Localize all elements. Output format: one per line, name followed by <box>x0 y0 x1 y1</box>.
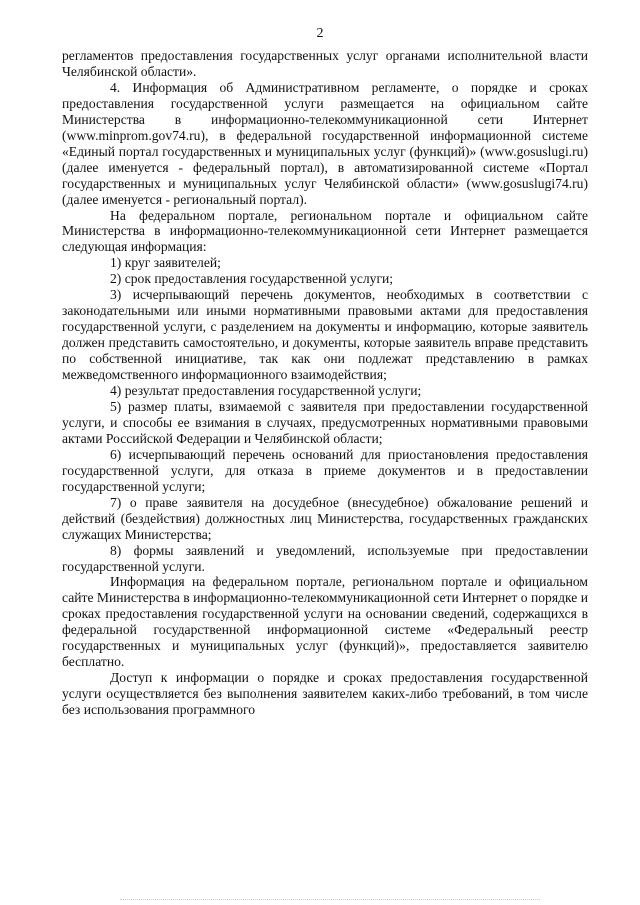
paragraph-posted-information-intro: На федеральном портале, региональном портале и официальном сайте Министерства в информационно-телекоммуникационной сети Интернет размещается следующая информация: <box>62 207 588 255</box>
page-number: 2 <box>316 26 324 41</box>
list-item-service-term: 2) срок предоставления государственной услуги; <box>110 271 394 287</box>
paragraph-item-4-information: 4. Информация об Административном регламенте, о порядке и сроках предоставления государственной услуги размещается на официальном сайте Министерства в информационно-телекоммуникационной сети Интернет (www.minprom.gov74.ru), в федеральной государственной информационной системе «Единый портал государственных и муниципальных услуг (функций)» (www.gosuslugi.ru) (далее именуется - федеральный портал), в автоматизированной системе «Портал государственных и муниципальных услуг Челябинской области» (www.gosuslugi74.ru) (далее именуется - региональный портал). <box>62 79 588 207</box>
scan-artifact-line <box>120 899 540 901</box>
list-item-service-result: 4) результат предоставления государственной услуги; <box>110 383 422 399</box>
list-item-forms: 8) формы заявлений и уведомлений, используемые при предоставлении государственной услуги. <box>62 542 588 574</box>
list-item-suspension-grounds: 6) исчерпывающий перечень оснований для приостановления предоставления государственной услуги, для отказа в приеме документов и в предоставлении государственной услуги; <box>62 446 588 494</box>
list-item-applicants: 1) круг заявителей; <box>110 255 221 271</box>
paragraph-access-information: Доступ к информации о порядке и сроках предоставления государственной услуги осуществляется без выполнения заявителем каких-либо требований, в том числе без использования программного <box>62 670 588 718</box>
list-item-fee: 5) размер платы, взимаемой с заявителя при предоставлении государственной услуги, и способы ее взимания в случаях, предусмотренных нормативными правовыми актами Российской Федерации и Челябинской области; <box>62 398 588 446</box>
document-body <box>62 48 588 718</box>
list-item-documents-list: 3) исчерпывающий перечень документов, необходимых в соответствии с законодательными или иными нормативными правовыми актами для предоставления государственной услуги, с разделением на документы и информацию, которые заявитель должен представить самостоятельно, и документы, которые заявитель вправе представить по собственной инициативе, так как они подлежат представлению в рамках межведомственного информационного взаимодействия; <box>62 287 588 383</box>
list-item-appeal-right: 7) о праве заявителя на досудебное (внесудебное) обжалование решений и действий (бездействия) должностных лиц Министерства, государственных гражданских служащих Министерства; <box>62 494 588 542</box>
paragraph-free-information: Информация на федеральном портале, региональном портале и официальном сайте Министерства в информационно-телекоммуникационной сети Интернет о порядке и сроках предоставления государственной услуги на основании сведений, содержащихся в федеральной государственной информационной системе «Федеральный реестр государственных и муниципальных услуг (функций)», предоставляется заявителю бесплатно. <box>62 574 588 670</box>
paragraph-regulations-end: регламентов предоставления государственных услуг органами исполнительной власти Челябинской области». <box>62 48 588 79</box>
